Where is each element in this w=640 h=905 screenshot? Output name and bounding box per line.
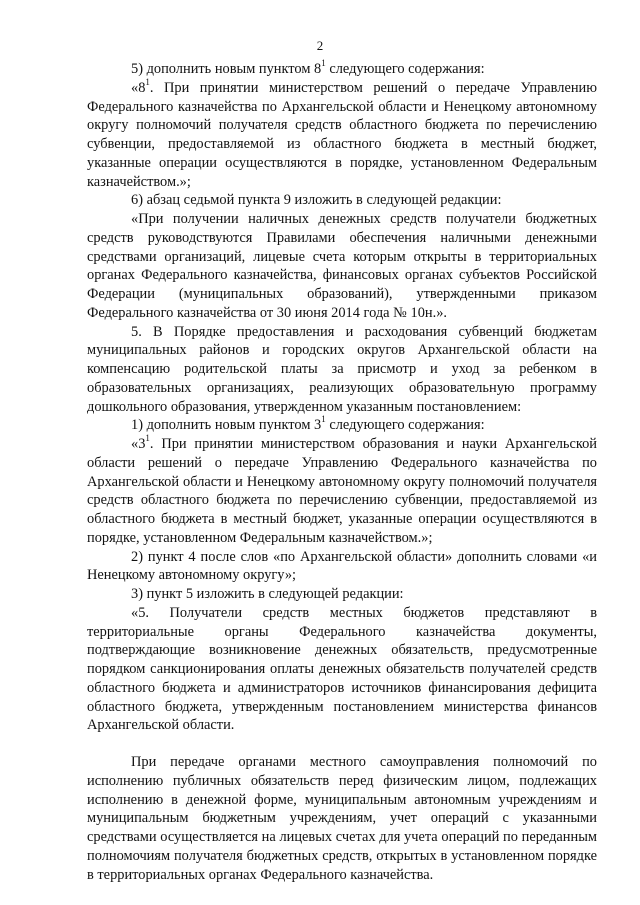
paragraph-item-1-add-3-1	[87, 416, 597, 435]
paragraph-item-6: 6) абзац седьмой пункта 9 изложить в следующей редакции:	[131, 192, 502, 209]
paragraph-text: . При принятии министерством решений о передаче Управлению Федерального казначейства по Архангельской области и Ненецкому автономному округу полномочий получателя средств областного бюджета по перечислению субвенции, предоставляемой из областного бюджета в местный бюджет, указанные операции осуществляются в порядке, установленном Федеральным казначейством.»;	[87, 79, 597, 190]
paragraph-text: «3	[131, 436, 146, 452]
paragraph-item-2: 2) пункт 4 после слов «по Архангельской области» дополнить словами «и Ненецкому автономному округу»;	[87, 548, 597, 584]
paragraph-item-5-add-8-1	[87, 60, 597, 79]
paragraph-text: следующего содержания:	[325, 61, 485, 77]
superscript: 1	[321, 414, 326, 425]
page-number: 2	[316, 38, 324, 53]
document-body	[87, 60, 597, 884]
superscript: 1	[145, 76, 150, 87]
paragraph-quote-5: «5. Получатели средств местных бюджетов представляют в территориальные органы Федерального казначейства документы, подтверждающие возникновение денежных обязательств, предусмотренные порядком санкционирования оплаты денежных обязательств получателей средств областного бюджета и администраторов источников финансирования дефицита областного бюджета, утвержденным постановлением министерства финансов Архангельской области.	[87, 604, 597, 734]
paragraph-text: следующего содержания:	[325, 417, 485, 434]
paragraph-item-3: 3) пункт 5 изложить в следующей редакции:	[131, 586, 404, 602]
paragraph-quote-8-1	[87, 76, 597, 192]
paragraph-transfer-powers: При передаче органами местного самоуправления полномочий по исполнению публичных обязательств перед физическим лицом, подлежащих исполнению в денежной форме, муниципальным автономным учреждениям и муниципальным бюджетным учреждениям, учет операций с указанными средствами осуществляется на лицевых счетах для учета операций по переданным полномочиям получателя бюджетных средств, открытых в установленном порядке в территориальных органах Федерального казначейства.	[87, 754, 597, 883]
paragraph-quote-cash: «При получении наличных денежных средств получатели бюджетных средств руководствуются Правилами обеспечения наличными денежными средствами организаций, лицевые счета которым открыты в территориальных органах Федерального казначейства, финансовых органах субъектов Российской Федерации (муниципальных образований), утвержденными приказом Федерального казначейства от 30 июня 2014 года № 10н.».	[87, 211, 597, 321]
paragraph-section-5: 5. В Порядке предоставления и расходования субвенций бюджетам муниципальных районов и городских округов Архангельской области на компенсацию родительской платы за присмотр и уход за ребенком в образовательных организациях, реализующих образовательную программу дошкольного образования, утвержденном указанным постановлением:	[87, 323, 597, 415]
paragraph-text: . При принятии министерством образования и науки Архангельской области решений о передаче Управлению Федерального казначейства по Архангельской области и Ненецкому автономному округу полномочий получателя средств областного бюджета по перечислению субвенции, предоставляемой из областного бюджета в местный бюджет, указанные операции осуществляются в порядке, установленном Федеральным казначейством.»;	[87, 436, 597, 546]
superscript: 1	[145, 433, 150, 444]
paragraph-quote-3-1	[87, 435, 597, 548]
paragraph-text: «8	[131, 79, 146, 96]
paragraph-text: 5) дополнить новым пунктом 8	[131, 61, 322, 77]
superscript: 1	[321, 58, 326, 69]
paragraph-text: 1) дополнить новым пунктом 3	[131, 417, 322, 434]
